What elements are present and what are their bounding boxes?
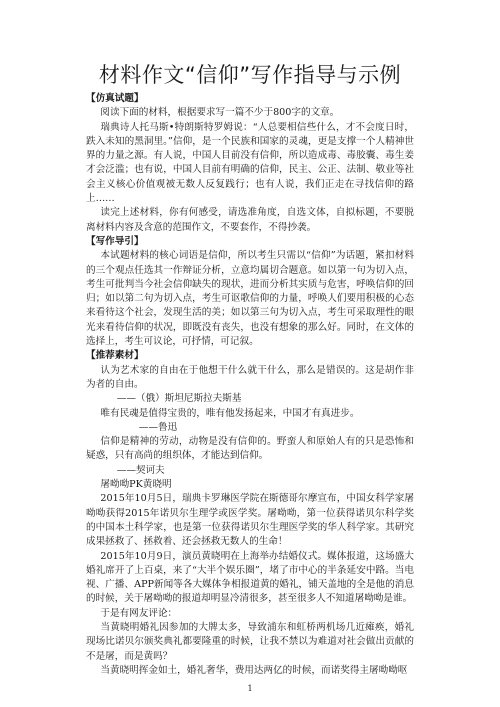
quote: 认为艺术家的自由在于他想干什么就干什么，那么是错误的。这是胡作非为者的自由。 [86, 364, 414, 390]
case-title: 屠呦呦PK黄晓明 [100, 479, 172, 491]
paragraph: 读完上述材料，你有何感受，请选准角度，自选文体，自拟标题，不要脱离材料内容及含意的范围作文，不要套作，不得抄袭。 [86, 207, 414, 233]
quote-source: ——契诃夫 [116, 464, 165, 476]
quote-source: ——（俄）斯坦尼斯拉夫斯基 [116, 393, 242, 405]
paragraph: 瑞典诗人托马斯•特朗斯特罗姆说：“人总要相信些什么，才不会度日时，跌入未知的黑洞里。”信仰，是一个民族和国家的灵魂，更是支撑一个人精神世界的力量之源。有人说，中国人目前没有信仰，所以造成毒、毒胶囊、毒生姜才会泛滥；也有说，中国人目前有明确的信仰，民主、公正、法制、敬业等社会主义核心价值观被无数人反复践行；也有人说，我们正走在寻找信仰的路上…… [86, 121, 414, 205]
section-heading-material: 【推荐素材】 [86, 350, 144, 362]
page-number: 1 [247, 684, 253, 693]
quote-source: ——鲁迅 [138, 421, 178, 433]
document-title: 材料作文“信仰”写作指导与示例 [98, 63, 402, 87]
paragraph: 2015年10月5日，瑞典卡罗琳医学院在斯德哥尔摩宣布，中国女科学家屠呦呦获得2015年诺贝尔生理学或医学奖。屠呦呦，第一位获得诺贝尔科学奖的中国本土科学家，也是第一位获得诺贝尔生理医学奖的华人科学家。其研究成果拯救了、拯救着、还会拯救无数人的生命！ [86, 493, 414, 548]
section-heading-simulation: 【仿真试题】 [86, 93, 144, 104]
paragraph: 2015年10月9日，演员黄晓明在上海举办结婚仪式。媒体报道，这场盛大婚礼席开了上百桌，来了“大半个娱乐圈”，堵了市中心的半条延安中路。当电视、广播、APP新闻等各大媒体争相报道黄的婚礼，铺天盖地的全是他的消息的时候，关于屠呦呦的报道却明显冷清很多，甚至很多人不知道屠呦呦是谁。 [86, 550, 414, 605]
paragraph: 本试题材料的核心词语是信仰，所以考生只需以“信仰”为话题，紧扣材料的三个观点任选其一作辩证分析，立意均属切合题意。如以第一句为切入点，考生可批判当今社会信仰缺失的现状，进而分析其实质与危害，呼唤信仰的回归；如以第二句为切入点，考生可讴歌信仰的力量，呼唤人们要用积极的心态来看待这个社会，发现生活的美；如以第三句为切入点，考生可采取理性的眼光来看待信仰的状况，即既没有丧失，也没有想象的那么好。同时，在文体的选择上，考生可议论，可抒情，可记叙。 [86, 250, 414, 348]
quote: 唯有民魂是值得宝贵的，唯有他发扬起来，中国才有真进步。 [100, 407, 360, 419]
quote: 信仰是精神的劳动，动物是没有信仰的。野蛮人和原始人有的只是恐怖和疑惑，只有高尚的组织体，才能达到信仰。 [86, 436, 414, 462]
paragraph: 当黄晓明婚礼因参加的大牌太多，导致浦东和虹桥两机场几近瘫痪，婚礼现场比诺贝尔颁奖典礼都要隆重的时候，让我不禁以为难道对社会做出贡献的不是屠，而是黄吗？ [86, 621, 414, 662]
document-body [86, 92, 414, 678]
section-heading-guide: 【写作导引】 [86, 235, 144, 247]
paragraph: 于是有网友评论： [100, 607, 178, 619]
paragraph: 当黄晓明挥金如土，婚礼奢华，费用达两亿的时候，而诺奖得主屠呦呦呕 [100, 664, 408, 676]
paragraph: 阅读下面的材料，根据要求写一篇不少于800字的文章。 [100, 107, 340, 119]
